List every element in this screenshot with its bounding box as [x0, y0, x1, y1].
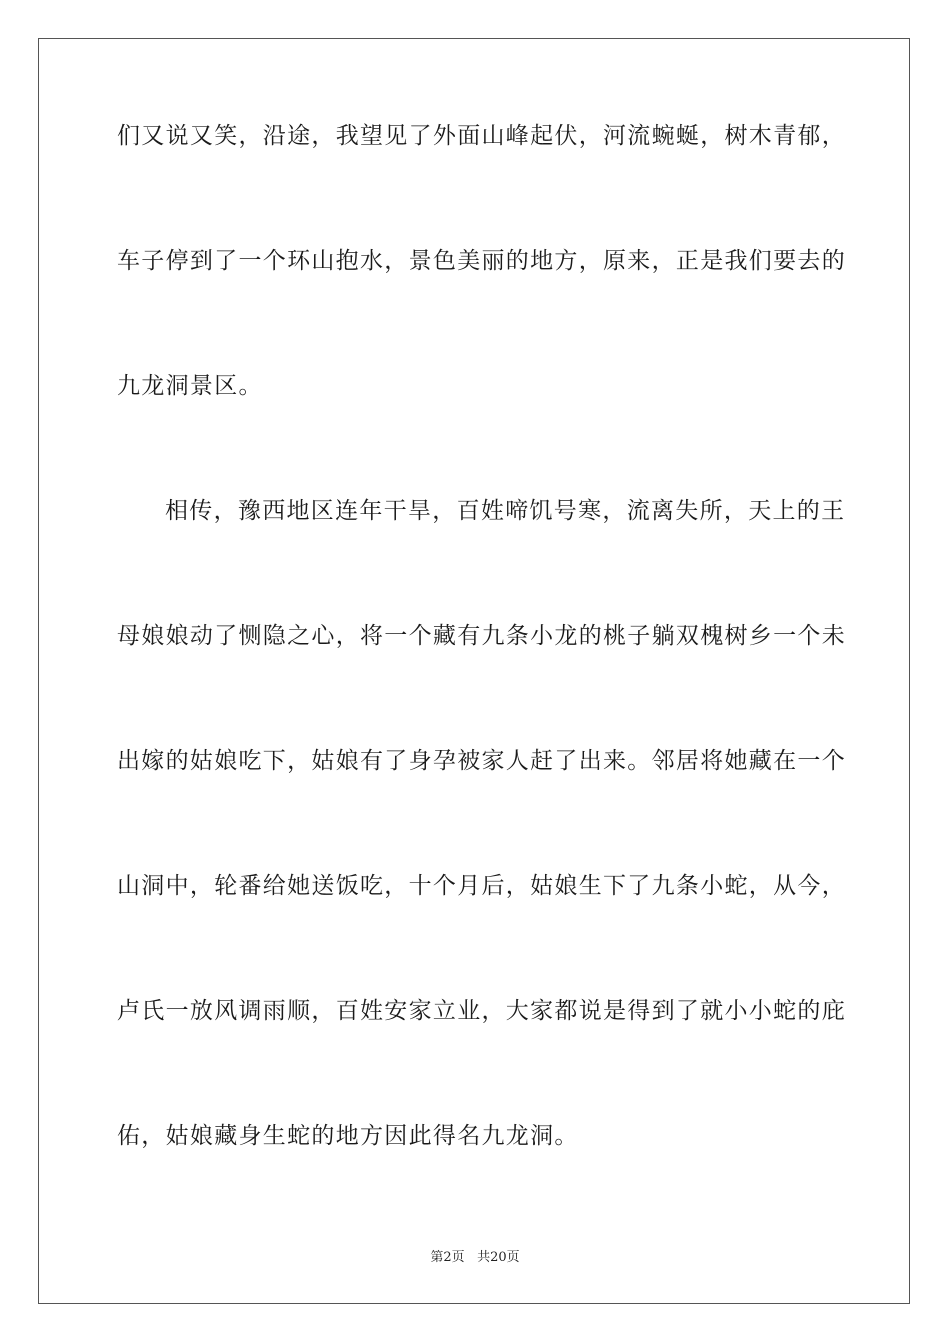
page-total: 共20页: [477, 1250, 520, 1265]
page-number: 第2页: [430, 1250, 465, 1265]
text-line-7: 山洞中，轮番给她送饭吃，十个月后，姑娘生下了九条小蛇，从今，: [117, 873, 846, 899]
body-text: [117, 120, 846, 1245]
text-line-5: 母娘娘动了恻隐之心，将一个藏有九条小龙的桃子躺双槐树乡一个未: [117, 623, 846, 649]
text-line-3: 九龙洞景区。: [117, 373, 263, 399]
text-line-4-paragraph-start: 相传，豫西地区连年干旱，百姓啼饥号寒，流离失所，天上的王: [165, 498, 846, 524]
text-line-1: 们又说又笑，沿途，我望见了外面山峰起伏，河流蜿蜒，树木青郁，: [117, 123, 846, 149]
text-line-9: 佑，姑娘藏身生蛇的地方因此得名九龙洞。: [117, 1123, 579, 1149]
page-footer: [0, 1246, 950, 1265]
text-line-2: 车子停到了一个环山抱水，景色美丽的地方，原来，正是我们要去的: [117, 248, 846, 274]
text-line-8: 卢氏一放风调雨顺，百姓安家立业，大家都说是得到了就小小蛇的庇: [117, 998, 846, 1024]
text-line-6: 出嫁的姑娘吃下，姑娘有了身孕被家人赶了出来。邻居将她藏在一个: [117, 748, 846, 774]
